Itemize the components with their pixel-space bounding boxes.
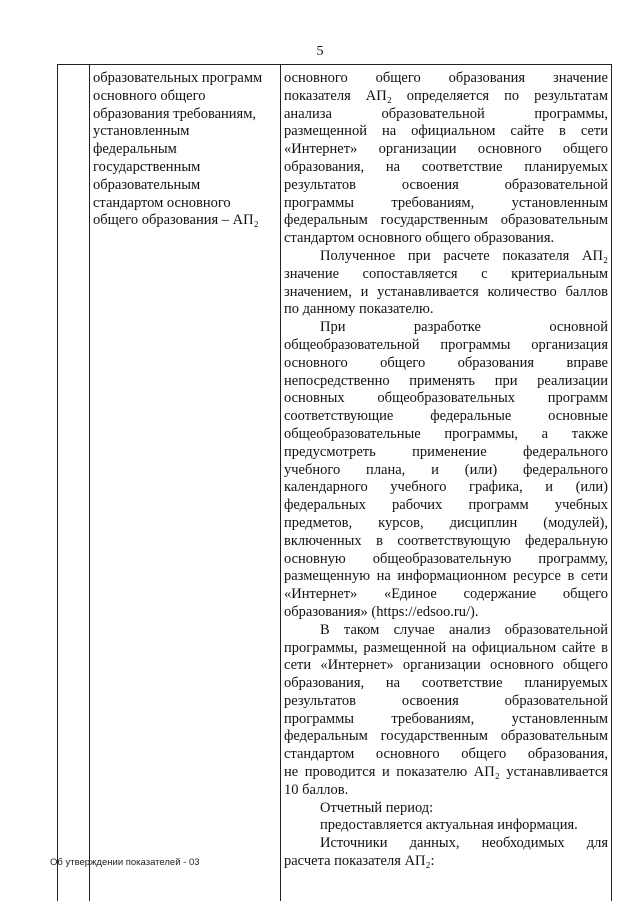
description-line: непосредственно применять при реализации <box>284 372 608 389</box>
description-line: соответствующие федеральные основные <box>284 408 608 425</box>
description-line: образования» (https://edsoo.ru/). <box>284 603 479 620</box>
description-line: образования, на соответствие планируемых <box>284 675 608 692</box>
description-line: Полученное при расчете показателя АП₂ <box>320 247 608 264</box>
description-line: Источники данных, необходимых для <box>320 835 608 852</box>
description-line: не проводится и показателю АП₂ устанавливается <box>284 764 608 781</box>
description-line: 10 баллов. <box>284 781 349 798</box>
description-line: программы требованиям, установленным <box>284 194 608 211</box>
indicator-name-line: образовательным <box>93 176 201 193</box>
description-line: результатов освоения образовательной <box>284 176 608 193</box>
description-line: предусмотреть применение федерального <box>284 443 608 460</box>
description-line: показателя АП₂ определяется по результатам <box>284 87 608 104</box>
description-line: федеральным государственным образовательным <box>284 728 608 745</box>
indicator-description-cell <box>284 70 608 871</box>
indicator-name-line: образовательных программ <box>93 70 263 86</box>
description-line: стандартом основного общего образования. <box>284 230 555 247</box>
description-line: основных общеобразовательных программ <box>284 390 608 407</box>
description-line: по данному показателю. <box>284 301 434 318</box>
description-line: общеобразовательной программы организация <box>284 336 608 353</box>
description-paragraph <box>284 817 608 835</box>
description-line: учебного плана, и (или) федерального <box>284 461 608 478</box>
document-footer: Об утверждении показателей - 03 <box>50 857 200 868</box>
indicator-name-line: образования требованиям, <box>93 105 257 122</box>
description-line: федеральным государственным образовательным <box>284 212 608 229</box>
description-paragraph <box>284 835 608 871</box>
indicator-name-line: федеральным <box>93 141 177 158</box>
column-divider <box>89 65 90 901</box>
description-paragraph <box>284 248 608 319</box>
description-line: основную общеобразовательную программу, <box>284 550 608 567</box>
description-line: размещенной на официальном сайте в сети <box>284 123 608 140</box>
description-line: анализа образовательной программы, <box>284 105 608 122</box>
description-line: При разработке основной <box>320 319 608 336</box>
description-line: общеобразовательные программы, а также <box>284 425 608 442</box>
indicator-name-line: установленным <box>93 123 190 140</box>
description-line: программы требованиям, установленным <box>284 710 608 727</box>
description-line: программы, размещенной на официальном сайте в <box>284 639 608 656</box>
description-line: расчета показателя АП₂: <box>284 853 435 870</box>
description-line: Отчетный период: <box>320 799 434 816</box>
description-line: основного общего образования вправе <box>284 354 608 371</box>
description-line: предоставляется актуальная информация. <box>320 817 578 834</box>
description-line: сети «Интернет» организации основного общего <box>284 657 608 674</box>
description-line: стандартом основного общего образования, <box>284 746 608 763</box>
description-line: «Интернет» «Единое содержание общего <box>284 586 608 603</box>
indicator-name-cell <box>93 70 277 230</box>
description-paragraph <box>284 319 608 622</box>
description-paragraph <box>284 70 608 248</box>
description-line: предметов, курсов, дисциплин (модулей), <box>284 514 608 531</box>
indicator-name-line: стандартом основного <box>93 194 231 211</box>
description-line: значением, и устанавливается количество баллов <box>284 283 608 300</box>
description-line: значение сопоставляется с критериальным <box>284 265 608 282</box>
indicator-name-line: основного общего <box>93 87 206 104</box>
description-line: результатов освоения образовательной <box>284 692 608 709</box>
description-line: основного общего образования значение <box>284 70 608 86</box>
description-paragraph <box>284 800 608 818</box>
column-divider <box>280 65 281 901</box>
description-line: включенных в соответствующую федеральную <box>284 532 608 549</box>
page-number: 5 <box>316 44 324 59</box>
indicator-table <box>57 64 612 901</box>
description-line: федеральных рабочих программ учебных <box>284 497 608 514</box>
description-line: «Интернет» организации основного общего <box>284 141 608 158</box>
description-paragraph <box>284 622 608 800</box>
description-line: размещенную на информационном ресурсе в сети <box>284 568 608 585</box>
indicator-name-line: общего образования – АП₂ <box>93 212 259 229</box>
description-line: В таком случае анализ образовательной <box>320 621 608 638</box>
description-line: календарного учебного графика, и (или) <box>284 479 608 496</box>
description-line: образования, на соответствие планируемых <box>284 158 608 175</box>
indicator-name-line: государственным <box>93 158 201 175</box>
